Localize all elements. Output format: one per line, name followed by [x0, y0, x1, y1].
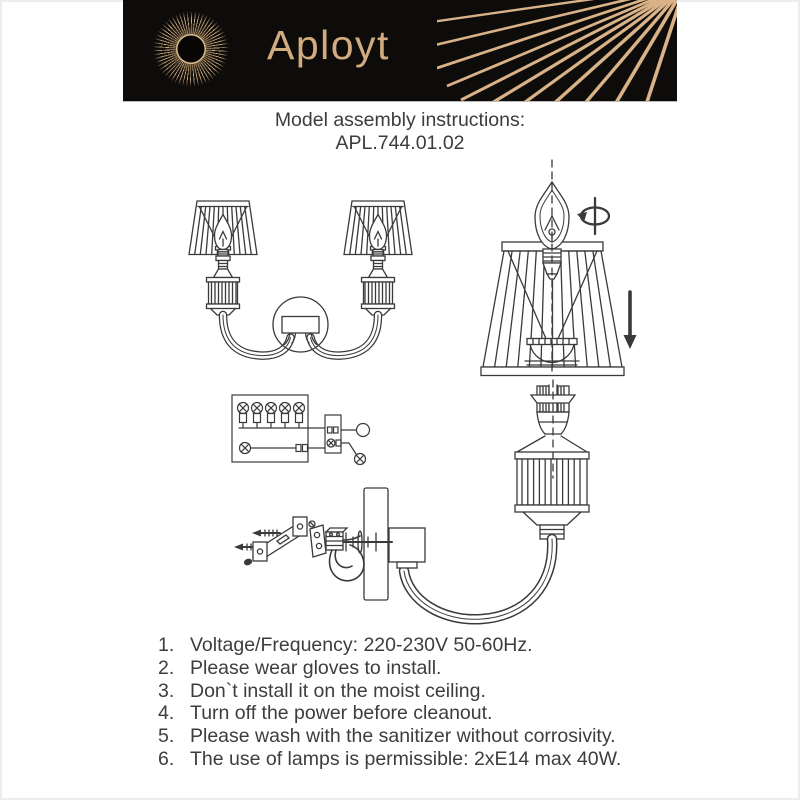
figure-arm-assembly — [232, 378, 632, 638]
rotate-arrow-icon — [577, 198, 609, 234]
item-number: 2. — [158, 656, 175, 679]
wall-bracket — [253, 517, 326, 561]
brand-banner — [123, 0, 677, 101]
wall-plate — [364, 488, 425, 600]
item-text: The use of lamps is permissible: 2xE14 max 40W. — [190, 747, 622, 770]
item-number: 6. — [158, 747, 175, 770]
socket-assembly — [517, 385, 587, 452]
title-line1: Model assembly instructions: — [274, 109, 526, 131]
instruction-item-1 — [158, 634, 718, 657]
instruction-item-6 — [158, 748, 718, 771]
down-arrow-icon — [624, 292, 637, 349]
item-number: 3. — [158, 679, 175, 702]
title-line2: APL.744.01.02 — [335, 132, 465, 154]
sconce-wall-plate — [273, 297, 328, 352]
figure-two-arm-sconce — [178, 188, 423, 378]
item-text: Voltage/Frequency: 220-230V 50-60Hz. — [190, 634, 533, 656]
item-text: Turn off the power before cleanout. — [190, 702, 493, 725]
corner-rays-icon — [437, 0, 677, 101]
sconce-left-lamp — [189, 201, 291, 356]
brand-name: Aployt — [267, 22, 390, 68]
instruction-item-5 — [158, 725, 718, 748]
item-text: Please wear gloves to install. — [190, 656, 442, 679]
instructions-list — [158, 634, 718, 771]
instruction-item-4 — [158, 702, 718, 725]
glass-column — [515, 452, 589, 539]
starburst-logo-icon — [151, 9, 231, 89]
starburst-core-icon — [178, 36, 205, 63]
item-text: Don`t install it on the moist ceiling. — [190, 679, 486, 702]
sconce-right-lamp — [311, 201, 413, 356]
item-number: 1. — [158, 634, 175, 656]
curved-arm — [404, 539, 552, 619]
page-title — [0, 109, 800, 155]
instruction-item-3 — [158, 680, 718, 703]
item-number: 4. — [158, 702, 175, 725]
item-text: Please wash with the sanitizer without corrosivity. — [190, 725, 616, 748]
figure-shade-assembly — [455, 152, 655, 400]
instruction-item-2 — [158, 657, 718, 680]
item-number: 5. — [158, 725, 175, 748]
